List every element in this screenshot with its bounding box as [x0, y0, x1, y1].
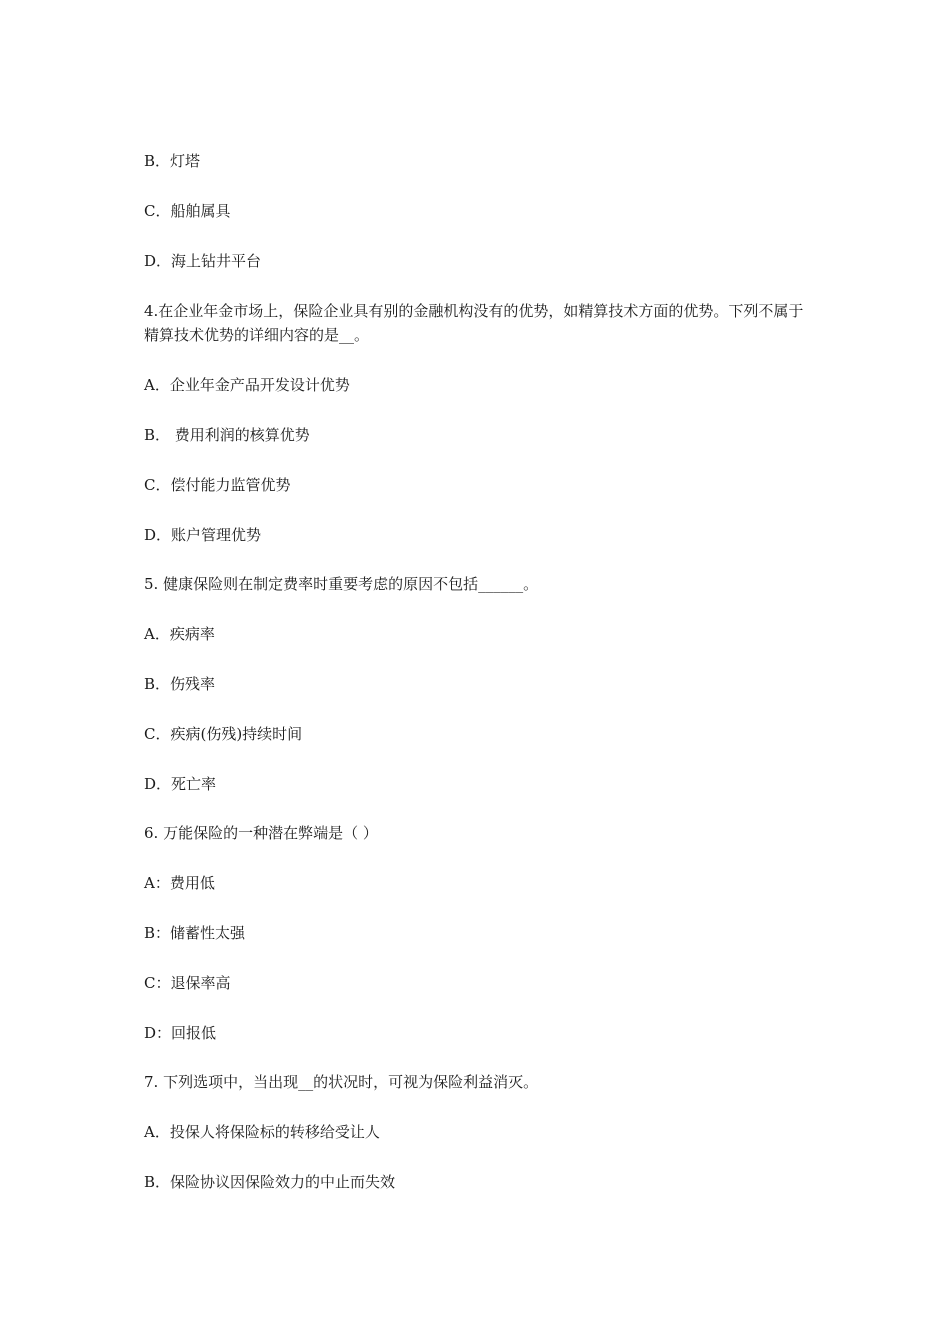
question-4: 4.在企业年金市场上，保险企业具有别的金融机构没有的优势，如精算技术方面的优势。下列不属于精算技术优势的详细内容的是__。: [144, 302, 804, 344]
option-c-q4: C．偿付能力监管优势: [144, 476, 291, 494]
question-5: 5. 健康保险则在制定费率时重要考虑的原因不包括______。: [144, 575, 539, 593]
option-d-q6: D：回报低: [144, 1024, 217, 1042]
option-d-q3: D．海上钻井平台: [144, 252, 262, 270]
option-b-q3: B．灯塔: [144, 152, 201, 170]
option-c-q3: C．船舶属具: [144, 202, 231, 220]
option-a-q4: A．企业年金产品开发设计优势: [144, 376, 350, 394]
option-a-q7: A．投保人将保险标的转移给受让人: [144, 1123, 380, 1141]
option-d-q5: D．死亡率: [144, 775, 217, 793]
option-b-q7: B．保险协议因保险效力的中止而失效: [144, 1173, 396, 1191]
question-6: 6. 万能保险的一种潜在弊端是（ ）: [144, 824, 378, 842]
option-a-q5: A．疾病率: [144, 625, 215, 643]
question-7: 7. 下列选项中，当出现__的状况时，可视为保险利益消灭。: [144, 1073, 539, 1091]
option-c-q6: C：退保率高: [144, 974, 231, 992]
option-d-q4: D．账户管理优势: [144, 526, 262, 544]
option-b-q6: B：储蓄性太强: [144, 924, 246, 942]
option-a-q6: A：费用低: [144, 874, 215, 892]
option-b-q5: B．伤残率: [144, 675, 216, 693]
option-c-q5: C．疾病(伤残)持续时间: [144, 725, 303, 743]
option-b-q4: B． 费用利润的核算优势: [144, 426, 310, 444]
